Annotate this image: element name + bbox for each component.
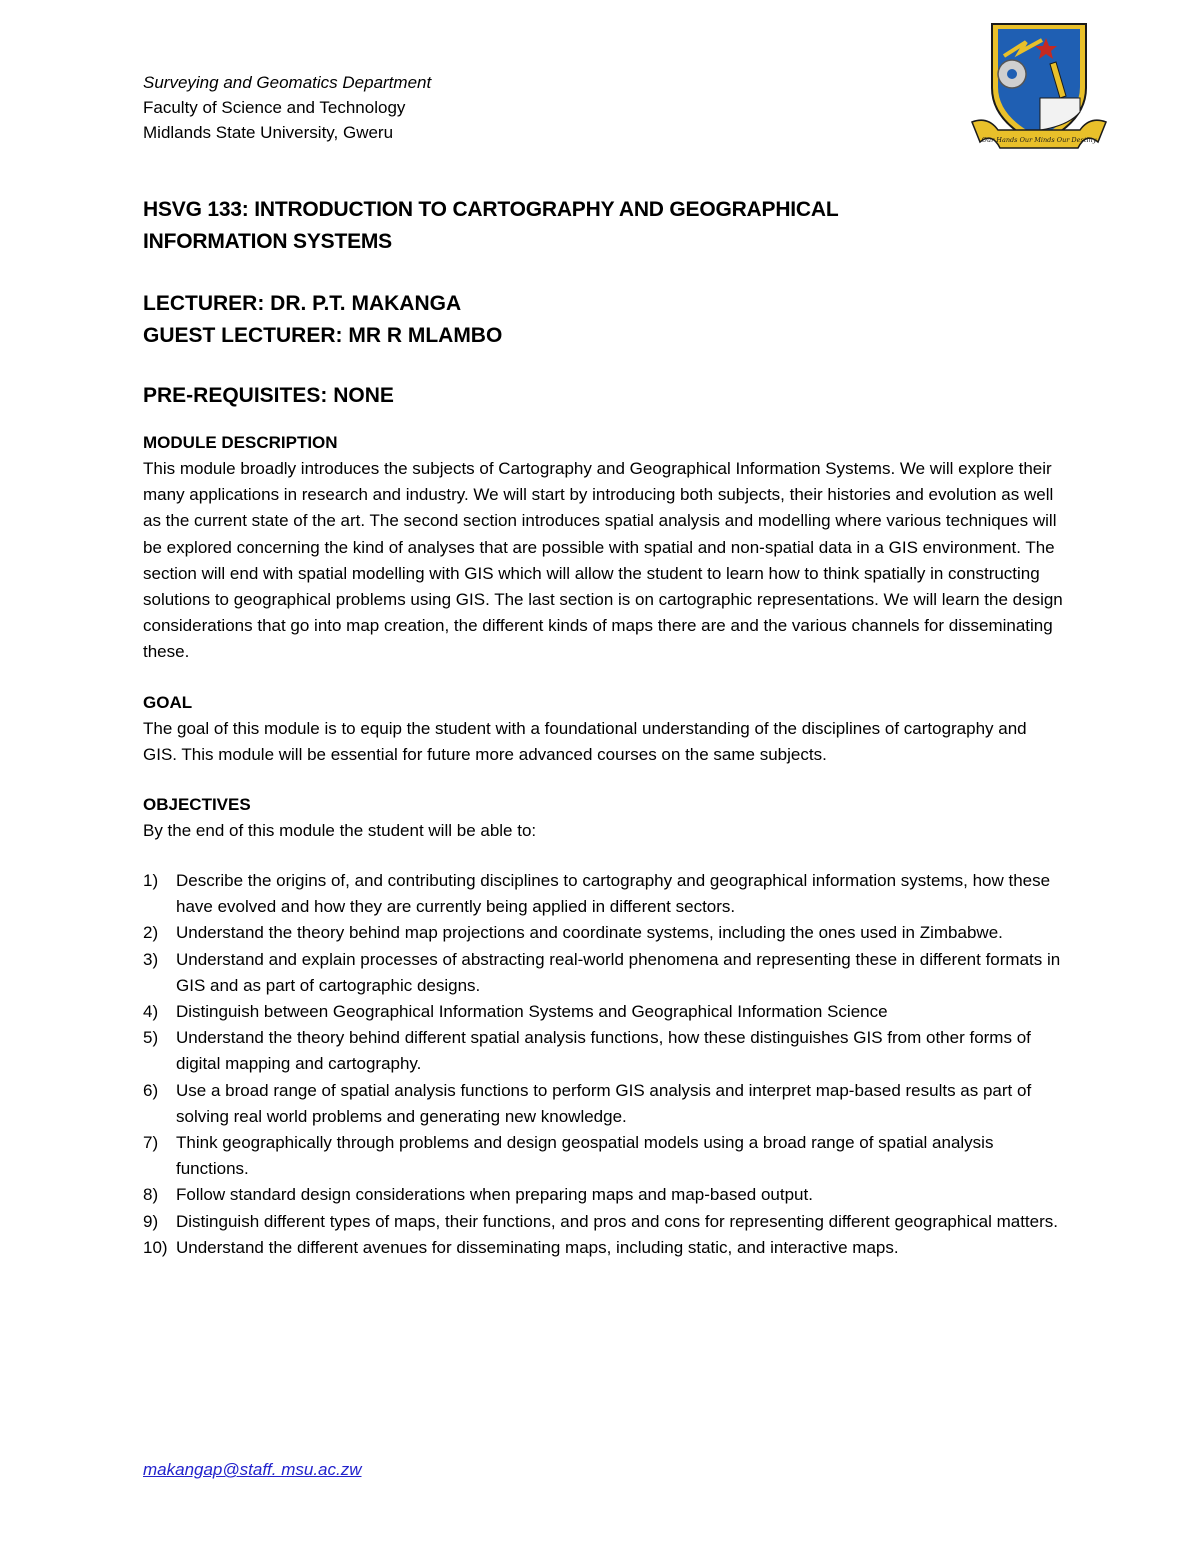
objective-item [143, 1235, 1063, 1261]
guest-lecturer: GUEST LECTURER: MR R MLAMBO [143, 324, 503, 347]
objective-text: Describe the origins of, and contributing disciplines to cartography and geographical information systems, how these have evolved and how they are currently being applied in different sectors. [176, 871, 1051, 917]
objectives-heading: OBJECTIVES [143, 795, 251, 815]
objective-number: 5) [143, 1028, 159, 1048]
objective-number: 2) [143, 923, 159, 943]
objective-number: 8) [143, 1185, 159, 1205]
university-crest-logo [968, 18, 1110, 158]
objective-number: 6) [143, 1080, 159, 1100]
faculty-name: Faculty of Science and Technology [143, 98, 406, 117]
objective-item [143, 947, 1063, 999]
course-title-line2: INFORMATION SYSTEMS [143, 230, 392, 253]
module-description-text: This module broadly introduces the subjects of Cartography and Geographical Information Systems. We will explore their many applications in research and industry. We will start by introducing both subjects, their histories and evolution as well as the current state of the art. The second section introduces spatial analysis and modelling where various techniques will be explored concerning the kind of analyses that are possible with spatial and non-spatial data in a GIS environment. The section will end with spatial modelling with GIS which will allow the student to learn how to think spatially in constructing solutions to geographical problems using GIS. The last section is on cartographic representations. We will learn the design considerations that go into map creation, the different kinds of maps there are and the various channels for disseminating these. [143, 459, 1063, 662]
objective-item [143, 1209, 1063, 1235]
objective-text: Follow standard design considerations when preparing maps and map-based output. [176, 1185, 813, 1205]
objective-text: Understand and explain processes of abstracting real-world phenomena and representing these in different formats in GIS and as part of cartographic designs. [176, 949, 1061, 995]
objective-number: 10) [143, 1237, 168, 1257]
prerequisites: PRE-REQUISITES: NONE [143, 384, 394, 407]
goal-heading: GOAL [143, 692, 193, 712]
lecturer: LECTURER: DR. P.T. MAKANGA [143, 292, 462, 315]
objective-text: Distinguish different types of maps, their functions, and pros and cons for representing different geographical matters. [176, 1211, 1058, 1231]
objective-number: 4) [143, 1002, 159, 1022]
objective-text: Distinguish between Geographical Information Systems and Geographical Information Science [176, 1002, 888, 1022]
objective-number: 3) [143, 949, 159, 969]
objective-item [143, 920, 1063, 946]
objective-number: 7) [143, 1133, 159, 1153]
objective-number: 9) [143, 1211, 159, 1231]
course-title [143, 194, 1063, 258]
objective-text: Use a broad range of spatial analysis functions to perform GIS analysis and interpret map-based results as part of solving real world problems and generating new knowledge. [176, 1080, 1032, 1126]
objective-text: Understand the theory behind different spatial analysis functions, how these distinguishes GIS from other forms of digital mapping and cartography. [176, 1028, 1031, 1074]
objective-item [143, 1025, 1063, 1077]
module-description-heading: MODULE DESCRIPTION [143, 433, 338, 452]
department-name: Surveying and Geomatics Department [143, 73, 432, 92]
letterhead [143, 70, 431, 145]
lecturers-block [143, 288, 1063, 352]
objective-item [143, 999, 1063, 1025]
crest-motto: Our Hands Our Minds Our Destiny [981, 136, 1097, 144]
objective-text: Understand the theory behind map projections and coordinate systems, including the ones used in Zimbabwe. [176, 923, 1003, 943]
course-title-line1: HSVG 133: INTRODUCTION TO CARTOGRAPHY AND GEOGRAPHICAL [143, 198, 839, 221]
objective-item [143, 1078, 1063, 1130]
objectives-intro: By the end of this module the student will be able to: [143, 821, 537, 841]
objectives-list [143, 868, 1063, 1261]
objective-text: Think geographically through problems and design geospatial models using a broad range of spatial analysis functions. [176, 1133, 994, 1179]
objective-item [143, 1130, 1063, 1182]
objective-text: Understand the different avenues for disseminating maps, including static, and interactive maps. [176, 1237, 899, 1257]
objective-item [143, 1182, 1063, 1208]
objective-item [143, 868, 1063, 920]
university-name: Midlands State University, Gweru [143, 123, 394, 142]
objective-number: 1) [143, 871, 159, 891]
document-body [143, 194, 1063, 1261]
lecturer-email-link[interactable]: makangap@staff. msu.ac.zw [143, 1460, 362, 1479]
goal-text: The goal of this module is to equip the student with a foundational understanding of the disciplines of cartography and GIS. This module will be essential for future more advanced courses on the same subjects. [143, 718, 1027, 764]
